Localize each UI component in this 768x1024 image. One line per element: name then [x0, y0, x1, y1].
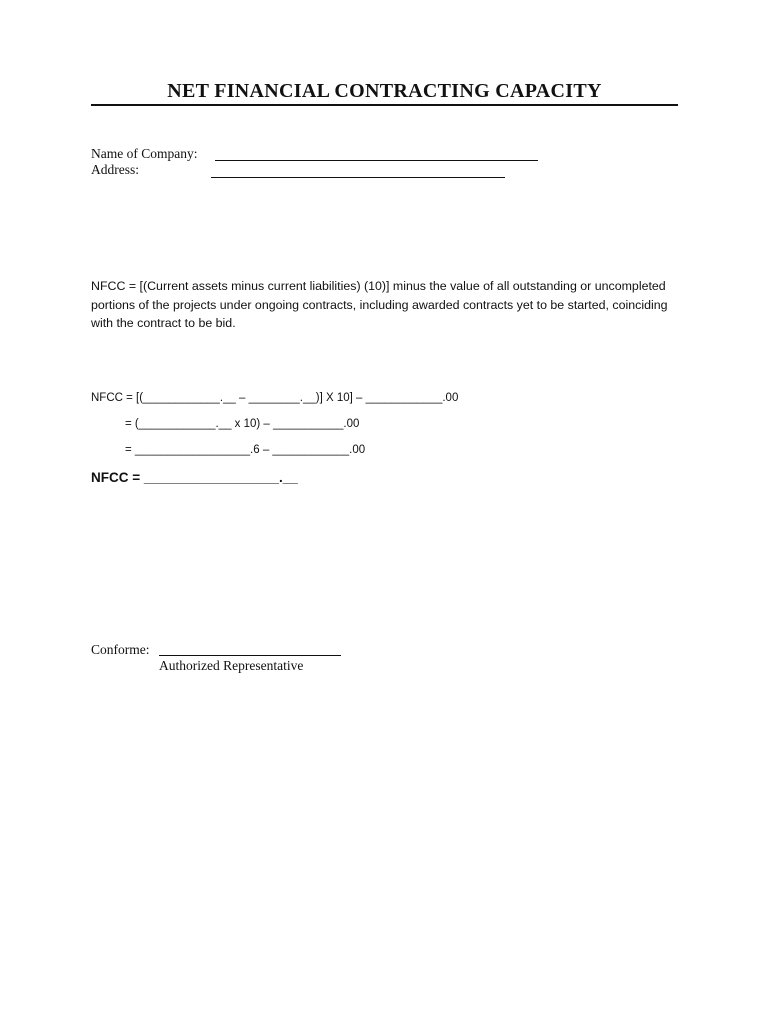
company-name-field: [91, 146, 197, 162]
address-blank[interactable]: [211, 177, 505, 178]
company-name-blank[interactable]: [215, 160, 538, 161]
conforme-field: [91, 642, 150, 658]
authorized-representative-label: Authorized Representative: [159, 658, 304, 673]
signature-blank[interactable]: [159, 655, 341, 656]
company-name-label: Name of Company:: [91, 146, 198, 161]
address-label: Address:: [91, 162, 139, 177]
conforme-label: Conforme:: [91, 642, 150, 657]
title-block: [91, 80, 678, 106]
nfcc-definition: NFCC = [(Current assets minus current liabilities) (10)] minus the value of all outstanding or uncompleted portions of the projects under ongoing contracts, including awarded contracts yet to be started, coinciding with the contract to be bid.: [91, 279, 668, 330]
formula-result: NFCC = __________________.__: [91, 470, 298, 485]
authorized-representative-caption: [159, 658, 303, 674]
address-field: [91, 162, 139, 178]
document-title: NET FINANCIAL CONTRACTING CAPACITY: [167, 80, 602, 102]
formula-line-1: NFCC = [(____________.__ – ________.__)] X 10] – ____________.00: [91, 392, 459, 404]
formula-line-3: = __________________.6 – ____________.00: [125, 444, 366, 456]
formula-line-2: = (____________.__ x 10) – ___________.00: [125, 418, 360, 430]
